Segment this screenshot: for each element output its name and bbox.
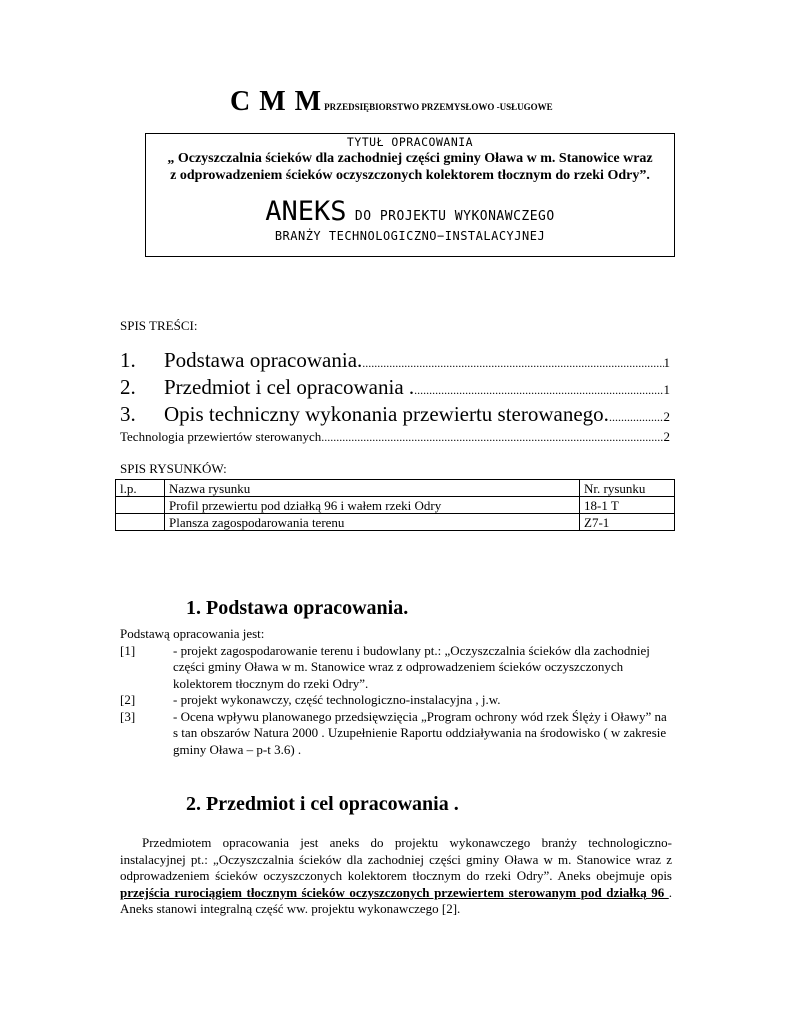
aneks-title <box>146 196 674 227</box>
section1-body <box>120 626 675 758</box>
toc-item[interactable] <box>120 375 670 402</box>
title-box <box>145 133 675 257</box>
figures-table <box>115 479 675 531</box>
section2-text-start: Przedmiotem opracowania jest aneks do projektu wykonawczego branży technologiczno-instalacyjnej pt.: „Oczyszczalnia ścieków dla zachodniej części gminy Oława w m. Stanowice wraz z odprowadzeniem ścieków oczyszczonych kolektorem tłocznym do rzeki Odry”. Aneks obejmuje opis <box>120 835 672 883</box>
company-header <box>230 86 553 118</box>
toc-item[interactable] <box>120 402 670 429</box>
toc-leader-dots <box>321 429 663 445</box>
reference-number: [2] <box>120 692 136 707</box>
reference-number: [1] <box>120 642 136 658</box>
toc-heading: SPIS TREŚCI: <box>120 318 198 333</box>
table-header-row <box>116 480 675 497</box>
toc-item[interactable] <box>120 348 670 375</box>
reference-number: [3] <box>120 708 136 724</box>
reference-item <box>120 709 675 759</box>
toc-leader-dots <box>609 405 664 429</box>
toc-item-title: Opis techniczny wykonania przewiertu sterowanego. <box>164 402 609 426</box>
project-name-line1: „ Oczyszczalnia ścieków dla zachodniej części gminy Oława w m. Stanowice wraz <box>167 151 653 166</box>
toc-leader-dots <box>362 351 663 375</box>
reference-text: - projekt zagospodarowanie terenu i budowlany pt.: „Oczyszczalnia ścieków dla zachodniej części gminy Oława w m. Stanowice wraz z odprowadzeniem ścieków oczyszczonych kolektorem tłocznym do rzeki Odry”. <box>173 642 650 691</box>
toc-item-number: 3. <box>120 402 136 426</box>
reference-item <box>120 643 675 693</box>
table-cell: Z7-1 <box>580 514 675 531</box>
project-name <box>146 150 674 184</box>
section1-title: 1. Podstawa opracowania. <box>186 597 409 619</box>
table-cell: Profil przewiertu pod działką 96 i wałem rzeki Odry <box>165 497 580 514</box>
toc-subitem-page: 2 <box>663 429 670 444</box>
reference-item <box>120 692 675 709</box>
table-cell: 18-1 T <box>580 497 675 514</box>
section2-text-end: . Aneks stanowi integralną część ww. projektu wykonawczego [2]. <box>120 884 672 916</box>
reference-text: - projekt wykonawczy, część technologiczno-instalacyjna , j.w. <box>173 692 501 707</box>
company-full-name: PRZEDSIĘBIORSTWO PRZEMYSŁOWO -USŁUGOWE <box>324 102 553 112</box>
toc-leader-dots <box>414 378 663 402</box>
section2-body <box>120 835 672 918</box>
table-cell <box>116 514 165 531</box>
figures-heading: SPIS RYSUNKÓW: <box>120 461 227 476</box>
toc-item-page: 1 <box>663 355 670 370</box>
table-cell <box>116 497 165 514</box>
toc-item-number: 2. <box>120 375 136 399</box>
branch-title: BRANŻY TECHNOLOGICZNO−INSTALACYJNEJ <box>274 229 546 243</box>
title-label: TYTUŁ OPRACOWANIA <box>346 135 474 149</box>
toc-subitem-title: Technologia przewiertów sterowanych <box>120 429 322 444</box>
section2-text-emphasis: przejścia rurociągiem tłocznym ścieków oczyszczonych przewiertem sterowanym pod działką 96 <box>120 884 669 900</box>
toc-item-title: Podstawa opracowania. <box>164 348 363 372</box>
toc-item-title: Przedmiot i cel opracowania . <box>164 375 415 399</box>
toc-subitem[interactable] <box>120 429 670 445</box>
company-initials: C M M <box>230 86 323 117</box>
column-header-name: Nazwa rysunku <box>165 480 580 497</box>
table-row <box>116 514 675 531</box>
toc-item-page: 1 <box>663 382 670 397</box>
column-header-lp: l.p. <box>116 480 165 497</box>
aneks-subtitle: DO PROJEKTU WYKONAWCZEGO <box>346 209 555 224</box>
column-header-number: Nr. rysunku <box>580 480 675 497</box>
table-row <box>116 497 675 514</box>
project-name-line2: z odprowadzeniem ścieków oczyszczonych kolektorem tłocznym do rzeki Odry”. <box>170 168 650 183</box>
table-cell: Plansza zagospodarowania terenu <box>165 514 580 531</box>
aneks-word: ANEKS <box>265 196 347 227</box>
section2-title: 2. Przedmiot i cel opracowania . <box>186 793 459 815</box>
table-of-contents <box>120 348 670 445</box>
reference-text: - Ocena wpływu planowanego przedsięwzięcia „Program ochrony wód rzek Ślęży i Oławy” na s tan obszarów Natura 2000 . Uzupełnienie Raportu oddziaływania na środowisko ( w zakresie gminy Oława – p-t 3.6) . <box>173 708 667 757</box>
section1-intro: Podstawą opracowania jest: <box>120 626 265 641</box>
toc-item-page: 2 <box>663 409 670 424</box>
toc-item-number: 1. <box>120 348 136 372</box>
